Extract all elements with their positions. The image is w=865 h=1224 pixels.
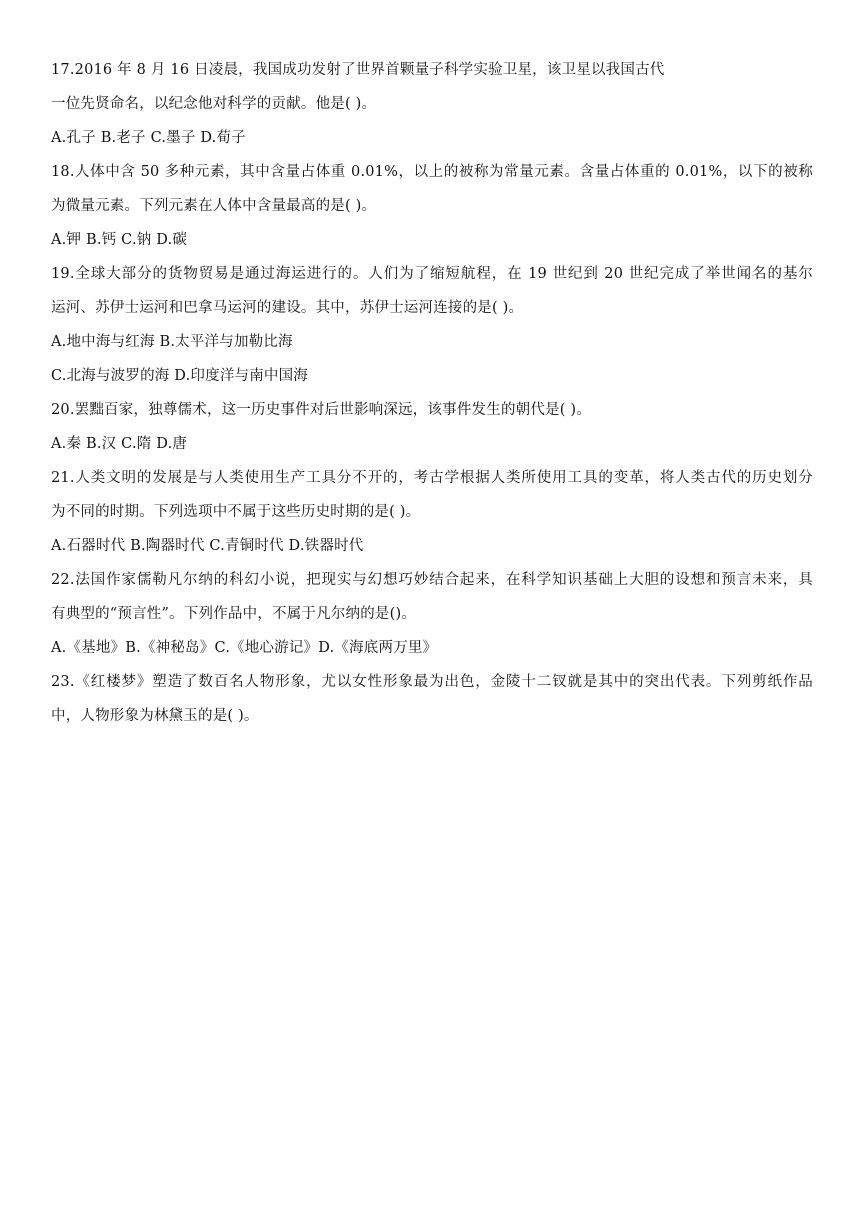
question-23-line-1: 23.《红楼梦》塑造了数百名人物形象，尤以女性形象最为出色，金陵十二钗就是其中的突出代表。下列剪纸作品 (51, 674, 813, 690)
question-19-line-1: 19.全球大部分的货物贸易是通过海运进行的。人们为了缩短航程，在 19 世纪到 20 世纪完成了举世闻名的基尔 (51, 266, 813, 282)
question-21-options: A.石器时代 B.陶器时代 C.青铜时代 D.铁器时代 (51, 538, 364, 554)
question-18-line-2: 为微量元素。下列元素在人体中含量最高的是( )。 (51, 198, 377, 214)
question-18-line-1: 18.人体中含 50 多种元素，其中含量占体重 0.01%，以上的被称为常量元素。含量占体重的 0.01%，以下的被称 (51, 164, 813, 180)
question-19-options-row-2: C.北海与波罗的海 D.印度洋与南中国海 (51, 368, 309, 384)
question-22-line-1: 22.法国作家儒勒凡尔纳的科幻小说，把现实与幻想巧妙结合起来，在科学知识基础上大胆的设想和预言未来，具 (51, 572, 813, 588)
question-23-line-2: 中，人物形象为林黛玉的是( )。 (51, 708, 259, 724)
question-22-line-2: 有典型的“预言性”。下列作品中，不属于凡尔纳的是()。 (51, 606, 417, 622)
question-17-line-2: 一位先贤命名，以纪念他对科学的贡献。他是( )。 (51, 96, 377, 112)
question-22-options: A.《基地》B.《神秘岛》C.《地心游记》D.《海底两万里》 (51, 640, 438, 656)
question-19-options-row-1: A.地中海与红海 B.太平洋与加勒比海 (51, 334, 293, 350)
question-20-options: A.秦 B.汉 C.隋 D.唐 (51, 436, 188, 452)
question-18-options: A.钾 B.钙 C.钠 D.碳 (51, 232, 188, 248)
question-21-line-2: 为不同的时期。下列选项中不属于这些历史时期的是( )。 (51, 504, 421, 520)
question-20-line-1: 20.罢黜百家，独尊儒术，这一历史事件对后世影响深远，该事件发生的朝代是( )。 (51, 402, 591, 418)
question-17-options: A.孔子 B.老子 C.墨子 D.荀子 (51, 130, 246, 146)
question-19-line-2: 运河、苏伊士运河和巴拿马运河的建设。其中，苏伊士运河连接的是( )。 (51, 300, 524, 316)
question-21-line-1: 21.人类文明的发展是与人类使用生产工具分不开的，考古学根据人类所使用工具的变革，将人类古代的历史划分 (51, 470, 813, 486)
question-17-line-1: 17.2016 年 8 月 16 日凌晨，我国成功发射了世界首颗量子科学实验卫星，该卫星以我国古代 (51, 62, 665, 78)
